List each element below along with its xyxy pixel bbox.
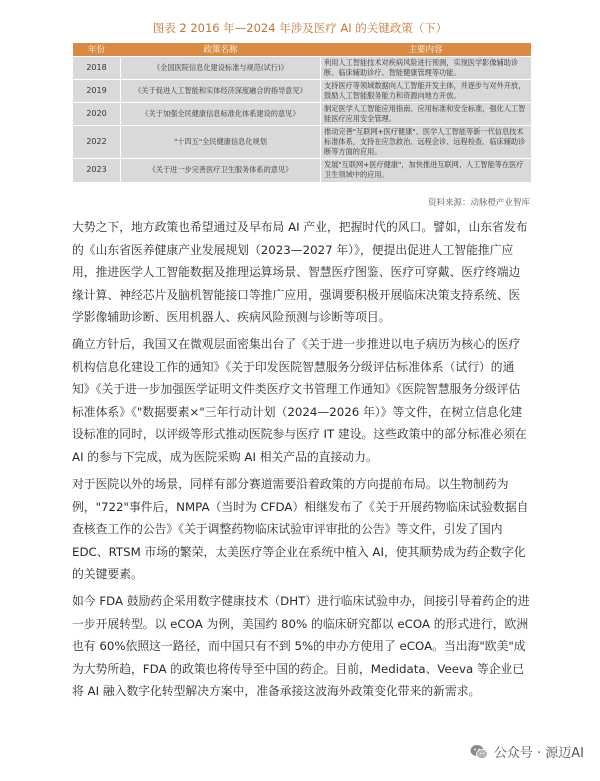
cell-year: 2019: [73, 80, 121, 103]
cell-policy: 《关于加强全民健康信息标准化体系建设的意见》: [121, 103, 321, 126]
paragraph-local-policy: 大势之下，地方政策也希望通过及早布局 AI 产业，把握时代的风口。譬如，山东省发布的《山东省医养健康产业发展规划（2023—2027 年）》，便提出促进人工智能推广应用，推进医学人工智能数据及推理运算场景、智慧医疗图鉴、医疗可穿戴、医疗终端边缘计算、神经芯片及脑机智能接口等推广应用，强调要积极开展临床决策支持系统、医学影像辅助诊断、医用机器人、疾病风险预测与诊断等项目。: [72, 220, 528, 325]
cell-policy: 《关于进一步完善医疗卫生服务体系的意见》: [121, 159, 321, 182]
wechat-icon: [470, 744, 488, 760]
table-row: [73, 57, 531, 80]
wechat-watermark: [470, 742, 584, 761]
cell-content: 支持医疗等领域数据向人工智能开发主体，并逐步与对外开放，鼓励人工智能服务能力和资源向地方开放。: [321, 80, 531, 103]
cell-content: 推动完善"互联网+医疗健康"、医学人工智能等新一代信息技术标准体系，支持在应急救治、远程会诊、远程检查、临床辅助诊断等方面的应用。: [321, 126, 531, 159]
cell-content: 发展"互联网+医疗健康"，加快推进互联网、人工智能等在医疗卫生领域中的应用。: [321, 159, 531, 182]
table-header-row: [73, 43, 531, 57]
figure-caption: 图表 2 2016 年—2024 年涉及医疗 AI 的关键政策（下）: [152, 21, 448, 35]
paragraph-micro-policy: 确立方针后，我国又在微观层面密集出台了《关于进一步推进以电子病历为核心的医疗机构信息化建设工作的通知》《关于印发医院智慧服务分级评估标准体系（试行）的通知》《关于进一步加强医学证明文件类医疗文书管理工作通知》《医院智慧服务分级评估标准体系》《"数据要素×"三年行动计划（2024—2026 年）》等文件，在树立信息化建设标准的同时，以评级等形式推动医院参与医疗 IT 建设。这些政策中的部分标准必须在 AI 的参与下完成，成为医院采购 AI 相关产品的直接动力。: [72, 337, 527, 464]
cell-content: 制定医学人工智能应用指南、应用标准和安全标准，强化人工智能医疗应用安全管理。: [321, 103, 531, 126]
cell-policy: "十四五"全民健康信息化规划: [121, 126, 321, 159]
cell-policy: 《关于促进人工智能和实体经济深度融合的指导意见》: [121, 80, 321, 103]
table-row: [73, 80, 531, 103]
paragraph-fda-dht: 如今 FDA 鼓励药企采用数字健康技术（DHT）进行临床试验申办，间接引导着药企的进一步开展转型。以 eCOA 为例，美国约 80% 的临床研究都以 eCOA 的形式进行，欧洲也有 60%依照这一路径，而中国只有不到 5%的申办方使用了 eCOA。当出海"欧美"成为大势所趋，FDA 的政策也将传导至中国的药企。目前，Medidata、Veeva 等企业已将 AI 融入数字化转型解决方案中，准备承接这波海外政策变化带来的新需求。: [72, 594, 530, 699]
header-policy: 政策名称: [121, 43, 321, 57]
table-row: [73, 126, 531, 159]
paragraph-biopharma: 对于医院以外的场景，同样有部分赛道需要沿着政策的方向提前布局。以生物制药为例，"722"事件后，NMPA（当时为 CFDA）相继发布了《关于开展药物临床试验数据自查核查工作的公告》《关于调整药物临床试验审评审批的公告》等文件，引发了国内 EDC、RTSM 市场的繁荣，太美医疗等企业在系统中植入 AI，使其顺势成为药企数字化的关键要素。: [72, 477, 529, 582]
cell-policy: 《全国医院信息化建设标准与规范(试行)》: [121, 57, 321, 80]
cell-year: 2020: [73, 103, 121, 126]
watermark-text: 公众号 · 源迈AI: [493, 746, 584, 761]
table-row: [73, 159, 531, 182]
header-content: 主要内容: [321, 43, 531, 57]
table-row: [73, 103, 531, 126]
source-note: 资料来源：动脉橙产业智库: [427, 198, 530, 208]
cell-year: 2018: [73, 57, 121, 80]
cell-year: 2022: [73, 126, 121, 159]
cell-year: 2023: [73, 159, 121, 182]
header-year: 年份: [73, 43, 121, 57]
cell-content: 利用人工智能技术对疾病风险进行预测，实现医学影像辅助诊断、临床辅助诊疗、智能健康管理等功能。: [321, 57, 531, 80]
policy-table: [72, 43, 530, 182]
